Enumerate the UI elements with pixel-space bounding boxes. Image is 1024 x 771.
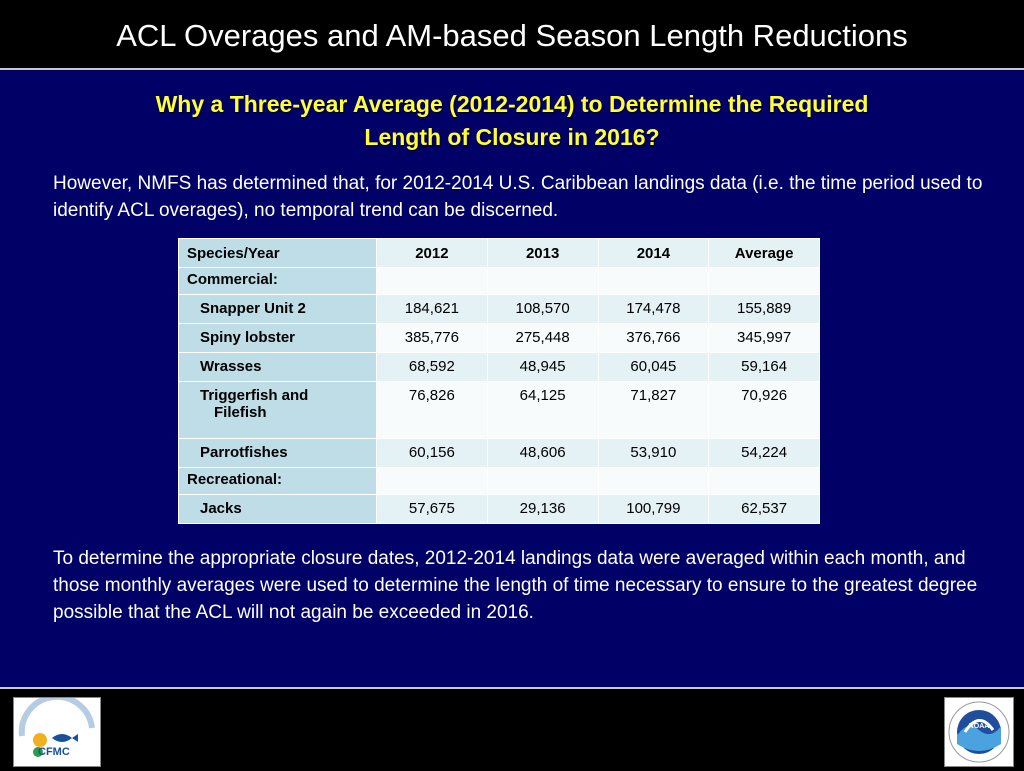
table-cell: 29,136	[487, 495, 598, 524]
table-row	[179, 439, 820, 468]
empty-cell	[709, 268, 820, 295]
table-cell: 60,045	[598, 353, 709, 382]
landings-table	[178, 238, 820, 524]
table-cell: 62,537	[709, 495, 820, 524]
table-cell: 64,125	[487, 382, 598, 439]
section-row-commercial	[179, 268, 820, 295]
noaa-logo	[944, 697, 1014, 767]
column-header-average: Average	[709, 239, 820, 268]
slide-subtitle	[40, 88, 984, 154]
noaa-logo-graphic	[945, 698, 1013, 766]
intro-paragraph: However, NMFS has determined that, for 2012-2014 U.S. Caribbean landings data (i.e. the time period used to identify ACL overages), no temporal trend can be discerned.	[53, 173, 983, 221]
section-label-recreational: Recreational:	[179, 468, 377, 495]
slide-content	[0, 70, 1024, 687]
footer-bar	[0, 687, 1024, 770]
title-bar	[0, 0, 1024, 70]
row-label: Wrasses	[179, 353, 377, 382]
table-header-row	[179, 239, 820, 268]
cfmc-logo-text: CFMC	[38, 746, 70, 758]
table-row	[179, 495, 820, 524]
empty-cell	[598, 268, 709, 295]
row-label: Jacks	[179, 495, 377, 524]
table-cell: 100,799	[598, 495, 709, 524]
column-header-2014: 2014	[598, 239, 709, 268]
table-row	[179, 353, 820, 382]
table-cell: 108,570	[487, 295, 598, 324]
table-cell: 70,926	[709, 382, 820, 439]
empty-cell	[377, 468, 488, 495]
empty-cell	[487, 268, 598, 295]
row-label-line-1: Triggerfish and	[200, 387, 309, 404]
row-label: Spiny lobster	[179, 324, 377, 353]
empty-cell	[598, 468, 709, 495]
table-cell: 184,621	[377, 295, 488, 324]
table-cell: 68,592	[377, 353, 488, 382]
cfmc-logo	[13, 697, 101, 767]
table-cell: 71,827	[598, 382, 709, 439]
table-cell: 376,766	[598, 324, 709, 353]
table-cell: 57,675	[377, 495, 488, 524]
subtitle-line-2: Length of Closure in 2016?	[364, 124, 660, 150]
table-row	[179, 382, 820, 439]
row-label: Parrotfishes	[179, 439, 377, 468]
table-cell: 60,156	[377, 439, 488, 468]
section-label-commercial: Commercial:	[179, 268, 377, 295]
table-cell: 174,478	[598, 295, 709, 324]
noaa-logo-text: NOAA	[968, 723, 990, 730]
table-cell: 275,448	[487, 324, 598, 353]
table-cell: 59,164	[709, 353, 820, 382]
table-row	[179, 295, 820, 324]
table-cell: 48,606	[487, 439, 598, 468]
subtitle-line-1: Why a Three-year Average (2012-2014) to Determine the Required	[155, 91, 869, 117]
table-cell: 345,997	[709, 324, 820, 353]
table-cell: 76,826	[377, 382, 488, 439]
empty-cell	[709, 468, 820, 495]
column-header-2012: 2012	[377, 239, 488, 268]
section-row-recreational	[179, 468, 820, 495]
table-row	[179, 324, 820, 353]
table-cell: 155,889	[709, 295, 820, 324]
column-header-species: Species/Year	[179, 239, 377, 268]
column-header-2013: 2013	[487, 239, 598, 268]
slide-title: ACL Overages and AM-based Season Length Reductions	[116, 18, 908, 53]
closure-paragraph: To determine the appropriate closure dates, 2012-2014 landings data were averaged within each month, and those monthly averages were used to determine the length of time necessary to ensure to the greatest degree possible that the ACL will not again be exceeded in 2016.	[53, 548, 978, 623]
table-cell: 48,945	[487, 353, 598, 382]
row-label-line-2: Filefish	[214, 404, 267, 421]
table-cell: 54,224	[709, 439, 820, 468]
row-label	[179, 382, 377, 439]
table-cell: 385,776	[377, 324, 488, 353]
row-label: Snapper Unit 2	[179, 295, 377, 324]
empty-cell	[487, 468, 598, 495]
table-cell: 53,910	[598, 439, 709, 468]
empty-cell	[377, 268, 488, 295]
